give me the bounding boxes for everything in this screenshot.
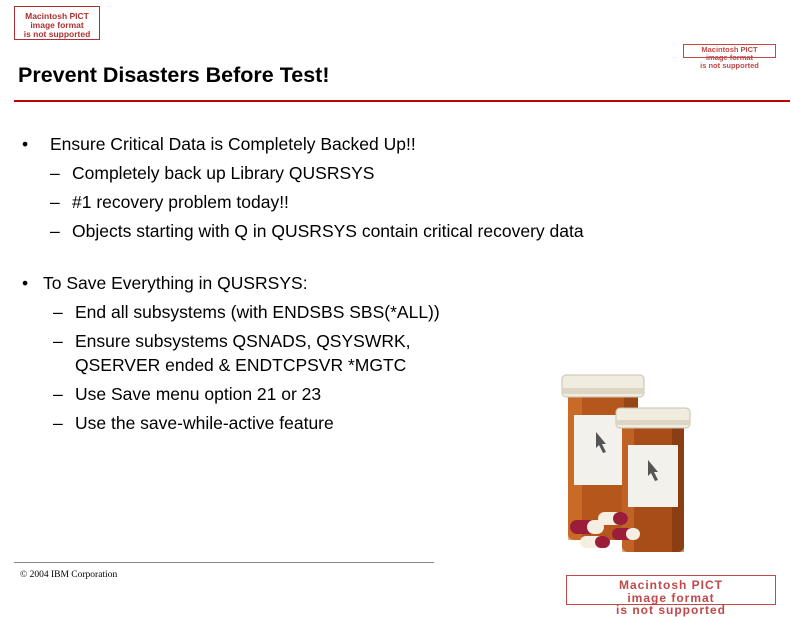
sub-item-text: Ensure subsystems QSNADS, QSYSWRK, xyxy=(75,331,411,351)
pict-line: is not supported xyxy=(23,28,91,39)
dash-marker: – xyxy=(53,384,63,404)
pict-line: Macintosh PICT xyxy=(25,11,89,21)
dash-marker: – xyxy=(50,221,60,241)
sub-item-text: #1 recovery problem today!! xyxy=(72,192,289,212)
bullet-marker: • xyxy=(22,273,29,293)
dash-marker: – xyxy=(50,163,60,183)
slide-title: Prevent Disasters Before Test! xyxy=(18,63,330,87)
sub-item-text: QSERVER ended & ENDTCPSVR *MGTC xyxy=(75,355,407,375)
sub-item-text: End all subsystems (with ENDSBS SBS(*ALL)) xyxy=(75,302,440,322)
bullet-marker: • xyxy=(22,134,29,154)
pict-line: Macintosh PICT xyxy=(618,578,723,592)
pict-line: Macintosh PICT xyxy=(701,45,758,54)
footer-copyright: © 2004 IBM Corporation xyxy=(20,570,118,580)
pict-line: image format xyxy=(705,52,754,62)
sub-item-text: Use Save menu option 21 or 23 xyxy=(75,384,322,404)
pict-placeholder-bottom-right xyxy=(566,575,776,617)
footer-divider xyxy=(14,562,434,563)
dash-marker: – xyxy=(50,192,60,212)
bullet-text: Ensure Critical Data is Completely Backed Up!! xyxy=(50,134,416,154)
sub-item-text: Completely back up Library QUSRSYS xyxy=(72,163,375,183)
pict-placeholder-top-right xyxy=(683,44,776,70)
medicine-bottles-icon xyxy=(520,360,720,560)
bullet-text: To Save Everything in QUSRSYS: xyxy=(43,273,308,293)
dash-marker: – xyxy=(53,331,63,351)
pict-line: image format xyxy=(30,19,84,30)
dash-marker: – xyxy=(53,413,63,433)
pict-line: image format xyxy=(627,590,715,605)
pict-line: is not supported xyxy=(700,60,759,70)
title-divider xyxy=(14,100,790,102)
pict-placeholder-top-left xyxy=(14,6,100,40)
sub-item-text: Objects starting with Q in QUSRSYS contain critical recovery data xyxy=(72,221,584,241)
sub-item-text: Use the save-while-active feature xyxy=(75,413,334,433)
dash-marker: – xyxy=(53,302,63,322)
pict-line: is not supported xyxy=(616,603,726,617)
